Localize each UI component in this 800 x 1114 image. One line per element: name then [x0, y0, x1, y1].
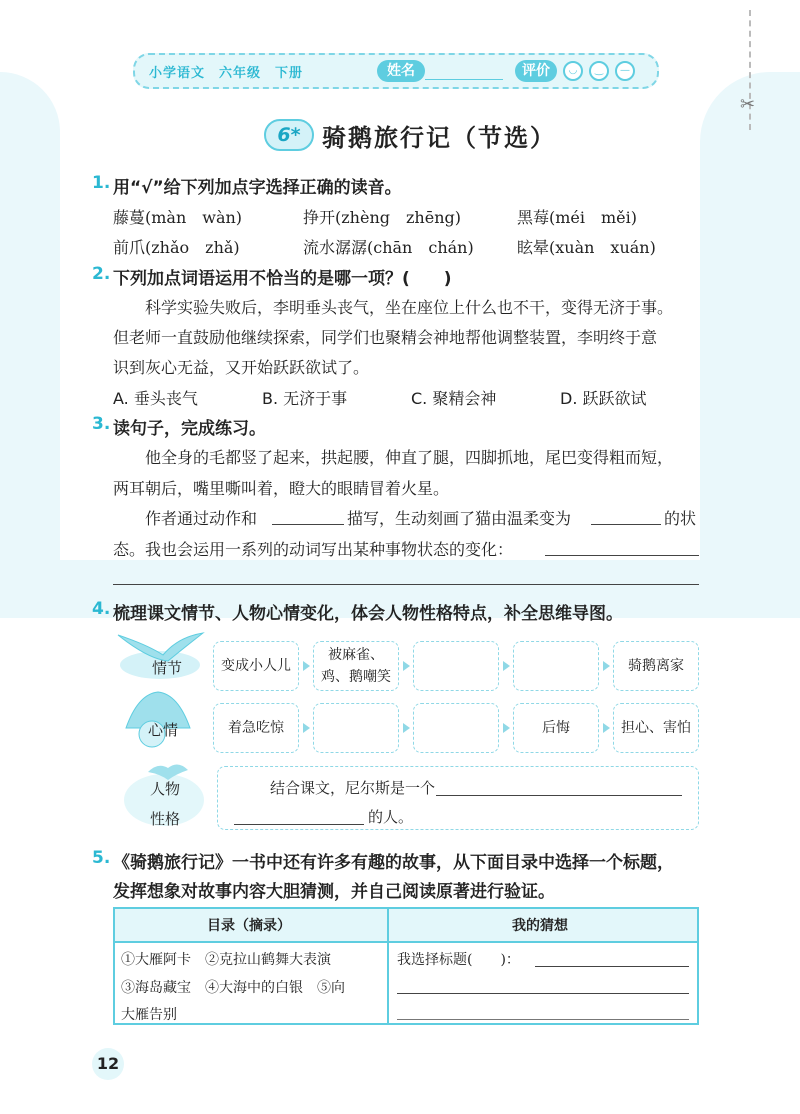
q1-item[interactable]: 藤蔓(màn wàn)	[113, 208, 243, 227]
q3-passage-line: 他全身的毛都竖了起来，拱起腰，伸直了腿，四脚抓地，尾巴变得粗而短，	[145, 448, 674, 467]
q1-item[interactable]: 挣开(zhèng zhēng)	[303, 208, 461, 227]
arrow-right-icon	[603, 661, 610, 671]
q2-option[interactable]: A. 垂头丧气	[113, 389, 198, 408]
q1-item[interactable]: 前爪(zhǎo zhǎ)	[113, 238, 240, 257]
q2-passage-line: 科学实验失败后，李明垂头丧气，坐在座位上什么也不干，变得无济于事。	[145, 298, 674, 317]
arrow-right-icon	[303, 661, 310, 671]
trait-blank[interactable]	[436, 794, 682, 796]
name-blank[interactable]	[425, 79, 503, 80]
mood-box: 担心、害怕	[613, 703, 699, 753]
guess-blank[interactable]	[535, 965, 689, 967]
plot-blank-box[interactable]	[513, 641, 599, 691]
decor-band-left	[0, 72, 60, 617]
plot-box: 骑鹅离家	[613, 641, 699, 691]
q3-blank[interactable]	[272, 523, 344, 525]
arrow-right-icon	[503, 723, 510, 733]
table-header	[115, 909, 697, 943]
q2-prompt: 下列加点词语运用不恰当的是哪一项？( )	[113, 269, 452, 289]
lesson-number: 6*	[264, 119, 314, 151]
mood-blank-box[interactable]	[313, 703, 399, 753]
col-head: 我的猜想	[512, 918, 568, 934]
q5-number: 5.	[92, 848, 111, 868]
q2-number: 2.	[92, 264, 111, 284]
trait-text: 结合课文，尼尔斯是一个	[270, 779, 436, 797]
toc-line: 大雁告别	[121, 1007, 177, 1023]
page-number: 12	[92, 1048, 124, 1080]
q2-passage-line: 但老师一直鼓励他继续探索，同学们也聚精会神地帮他调整装置，李明终于意	[113, 328, 658, 347]
q2-passage-line: 识到灰心无益，又开始跃跃欲试了。	[113, 358, 370, 377]
mood-blank-box[interactable]	[413, 703, 499, 753]
q1-item[interactable]: 黑莓(méi měi)	[517, 208, 638, 227]
mood-box: 着急吃惊	[213, 703, 299, 753]
q3-blank[interactable]	[591, 523, 661, 525]
trait-blank[interactable]	[234, 823, 364, 825]
toc-line: ①大雁阿卡 ②克拉山鹤舞大表演	[121, 952, 331, 968]
guess-line[interactable]	[397, 1018, 689, 1020]
arrow-right-icon	[403, 661, 410, 671]
trait-box	[217, 766, 699, 830]
q3-fill-text: 描写，生动刻画了猫由温柔变为	[347, 509, 572, 528]
q1-number: 1.	[92, 173, 111, 193]
q3-fill-text: 态。我也会运用一系列的动词写出某种事物状态的变化：	[113, 540, 514, 559]
lesson-title: 骑鹅旅行记（节选）	[322, 124, 556, 152]
mood-label: 心情	[148, 721, 179, 739]
plot-box: 变成小人儿	[213, 641, 299, 691]
plot-label: 情节	[152, 659, 183, 677]
q5-prompt: 《骑鹅旅行记》一书中还有许多有趣的故事，从下面目录中选择一个标题，	[113, 853, 674, 873]
q5-prompt: 发挥想象对故事内容大胆猜测，并自己阅读原著进行验证。	[113, 882, 555, 902]
arrow-right-icon	[303, 723, 310, 733]
plot-blank-box[interactable]	[413, 641, 499, 691]
q1-prompt: 用“√”给下列加点字选择正确的读音。	[113, 178, 402, 198]
arrow-right-icon	[503, 661, 510, 671]
plain-face-icon[interactable]: —	[615, 61, 635, 81]
book-info: 小学语文 六年级 下册	[149, 66, 304, 81]
guess-label: 我选择标题( )：	[397, 952, 520, 968]
toc-line: ③海岛藏宝 ④大海中的白银 ⑤向	[121, 980, 345, 996]
arrow-right-icon	[403, 723, 410, 733]
q3-number: 3.	[92, 414, 111, 434]
q2-option[interactable]: B. 无济于事	[262, 389, 348, 408]
q3-answer-line[interactable]	[113, 583, 699, 585]
q1-item[interactable]: 眩晕(xuàn xuán)	[517, 238, 656, 257]
table-divider	[387, 909, 389, 1023]
q3-fill-text: 作者通过动作和	[145, 509, 258, 528]
q4-number: 4.	[92, 599, 111, 619]
q4-prompt: 梳理课文情节、人物心情变化，体会人物性格特点，补全思维导图。	[113, 604, 623, 624]
q3-blank[interactable]	[545, 554, 699, 556]
arrow-right-icon	[603, 723, 610, 733]
trait-label: 性格	[150, 810, 181, 828]
q1-item[interactable]: 流水潺潺(chān chán)	[303, 238, 474, 257]
eval-label: 评价	[515, 60, 557, 82]
name-label: 姓名	[377, 60, 425, 82]
plot-box: 被麻雀、 鸡、鹅嘲笑	[313, 641, 399, 691]
trait-label: 人物	[150, 780, 181, 798]
guess-line[interactable]	[397, 992, 689, 994]
decor-band-right	[700, 72, 800, 617]
trait-text: 的人。	[368, 808, 414, 826]
smile-face-icon[interactable]: ◡	[563, 61, 583, 81]
q3-fill-text: 的状	[664, 509, 697, 528]
toc-table	[113, 907, 699, 1025]
col-head: 目录（摘录）	[207, 918, 291, 934]
q3-passage-line: 两耳朝后，嘴里嘶叫着，瞪大的眼睛冒着火星。	[113, 479, 450, 498]
q2-option[interactable]: C. 聚精会神	[411, 389, 497, 408]
neutral-face-icon[interactable]: ‿	[589, 61, 609, 81]
q3-prompt: 读句子，完成练习。	[113, 419, 266, 439]
mood-box: 后悔	[513, 703, 599, 753]
q2-option[interactable]: D. 跃跃欲试	[560, 389, 647, 408]
worksheet-header	[133, 53, 659, 89]
scissors-icon: ✂	[740, 94, 756, 115]
